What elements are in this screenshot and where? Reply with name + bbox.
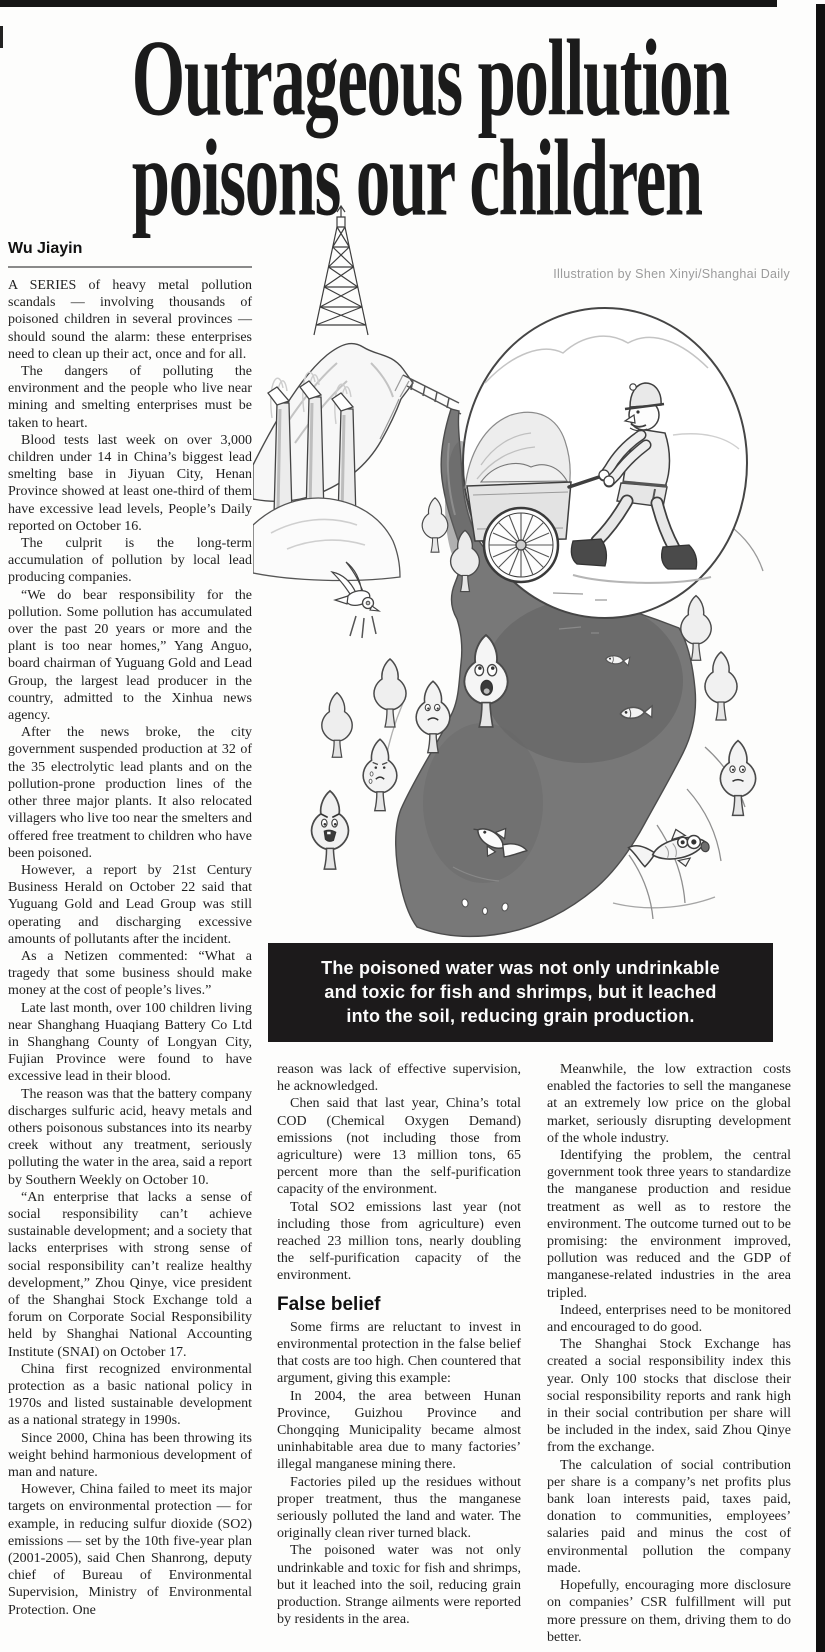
- annoyed-tree: [720, 741, 755, 816]
- article-paragraph: In 2004, the area between Hunan Province, Guizhou Province and Chongqing Municipality became almost uninhabitable area due to many factories’ illegal manganese mining there.: [277, 1388, 521, 1473]
- article-paragraph: Hopefully, encouraging more disclosure on companies’ CSR fulfillment will put more pressure on them, driving them to do better.: [547, 1578, 791, 1645]
- article-paragraph: Chen said that last year, China’s total COD (Chemical Oxygen Demand) emissions (not including those from agriculture) were 13 million tons, 65 percent more than the self-purification capacity of the environment.: [277, 1096, 521, 1198]
- article-paragraph: Blood tests last week on over 3,000 children under 14 in China’s biggest lead smelting base in Jiyuan City, Henan Province showed at least one-third of them have excessive lead levels, People’s Daily reported on October 16.: [8, 432, 252, 534]
- article-column-2: [277, 1061, 521, 1629]
- crying-tree: [363, 739, 397, 810]
- article-paragraph: “An enterprise that lacks a sense of social responsibility can’t achieve sustainable development; and a society that lacks enterprises with strong sense of social responsibility can’t realize healthy development,” Zhou Qinye, vice president of the Shanghai Stock Exchange told a forum on Corporate Social Responsibility held by Shanghai National Accounting Institute (SNAI) on October 17.: [8, 1189, 252, 1360]
- article-paragraph: Some firms are reluctant to invest in environmental protection in the false belief that costs are too high. Chen countered that argument, giving this example:: [277, 1319, 521, 1387]
- article-paragraph: A SERIES of heavy metal pollution scandals — involving thousands of poisoned children in several provinces — should sound the alarm: these enterprises need to clean up their act, once and for all.: [8, 278, 252, 362]
- article-paragraph: “We do bear responsibility for the pollution. Some pollution has accumulated over the past 20 years or more and the plant is too near homes,” Yang Anguo, board chairman of Yuguang Gold and Lead Group, the largest lead producer in the country, admitted to the Xinhua news agency.: [8, 587, 252, 724]
- article-paragraph: Total SO2 emissions last year (not including those from agriculture) even reached 23 million tons, nearly doubling the self-purification capacity of the environment.: [277, 1199, 521, 1284]
- article-paragraph: The culprit is the long-term accumulation of pollution by local lead producing companies.: [8, 536, 252, 586]
- pollution-cartoon-illustration: [253, 203, 819, 945]
- hill: [253, 498, 400, 580]
- article-paragraph: China first recognized environmental protection as a basic national policy in 1970s and listed sustainable development as a national strategy in 1990s.: [8, 1361, 252, 1429]
- transmission-tower-icon: [314, 206, 368, 335]
- section-subhead: False belief: [277, 1293, 381, 1315]
- byline-divider: [8, 266, 252, 268]
- article-paragraph: After the news broke, the city government suspended production at 32 of the 35 electrolytic lead plants and on the pollution-prone production lines of the other three major plants. It also relocated villagers who live too near the smelters and offered free treatment to children who have been poisoned.: [8, 725, 252, 861]
- caption-line: and toxic for fish and shrimps, but it leached: [324, 982, 717, 1002]
- article-paragraph: However, a report by 21st Century Business Herald on October 22 said that Yuguang Gold and Lead Group was still operating and discharging excessive amounts of pollutants after the incident.: [8, 862, 252, 947]
- magnifier-inset: [463, 308, 747, 618]
- article-paragraph: The reason was that the battery company discharges sulfuric acid, heavy metals and others poisonous substances into its nearby creek without any treatment, seriously polluting the water in the area, said a report by Southern Weekly on October 10.: [8, 1086, 252, 1188]
- article-paragraph: The calculation of social contribution per share is a company’s net profits plus bank loan interests paid, taxes paid, donation to communities, employees’ salaries paid and minus the cost of environmental pollution the company made.: [547, 1457, 791, 1576]
- article-paragraph: The poisoned water was not only undrinkable and toxic for fish and shrimps, but it leached into the soil, reducing grain production. Strange ailments were reported by residents in the area.: [277, 1543, 521, 1628]
- article-paragraph: Since 2000, China has been throwing its weight behind harmonious development of man and nature.: [8, 1430, 252, 1481]
- article-paragraph: The Shanghai Stock Exchange has created a social responsibility index this year. Only 100 stocks that disclose their social responsibility reports and rank high in their social contribution per share will be included in the index, said Zhou Qinye from the exchange.: [547, 1337, 791, 1456]
- article-paragraph: Identifying the problem, the central government took three years to standardize the manganese production and residue treatment as well as to restore the environment. The outcome turned out to be promising: the environment improved, pollution was reduced and the GDP of manganese-related industries in the area tripled.: [547, 1148, 791, 1301]
- article-paragraph: Indeed, enterprises need to be monitored and encouraged to do good.: [547, 1302, 791, 1336]
- caption-line: The poisoned water was not only undrinkable: [321, 958, 720, 978]
- article-paragraph: The dangers of polluting the environment and the people who live near mining and smelting enterprises must be taken to heart.: [8, 364, 252, 431]
- article-paragraph: As a Netizen commented: “What a tragedy that some business should make money at the cost of people’s lives.”: [8, 948, 252, 999]
- article-column-1: [8, 277, 252, 1619]
- article-paragraph: reason was lack of effective supervision, he acknowledged.: [277, 1062, 521, 1095]
- angry-tree: [312, 791, 349, 869]
- article-paragraph: Meanwhile, the low extraction costs enabled the factories to sell the manganese at an extremely low price on the global market, seriously disrupting development of the whole industry.: [547, 1062, 791, 1146]
- page-top-rule: [0, 0, 777, 7]
- byline: Wu Jiayin: [8, 240, 83, 257]
- smokestacks-icon: [268, 372, 356, 519]
- article-paragraph: Late last month, over 100 children living near Shanghang Huaqiang Battery Co Ltd in Shanghang County of Longyan City, Fujian Province were found to have excessive lead in their blood.: [8, 1000, 252, 1085]
- headline-line-1: Outrageous pollution: [131, 17, 729, 139]
- article-column-3: [547, 1061, 791, 1646]
- right-slope: [729, 525, 763, 571]
- page-edge-mark: [0, 26, 3, 48]
- caption-line: into the soil, reducing grain production.: [346, 1006, 695, 1026]
- headline-line-2: poisons our children: [131, 117, 702, 239]
- article-paragraph: However, China failed to meet its major targets on environmental protection — for example, in reducing sulfur dioxide (SO2) emissions — set by the 10th five-year plan (2001-2005), said Chen Shanrong, deputy chief of Bureau of Environmental Supervision, Ministry of Environmental Protection. One: [8, 1482, 252, 1618]
- article-paragraph: Factories piled up the residues without proper treatment, thus the manganese seriously polluted the land and water. The originally clean river turned black.: [277, 1474, 521, 1542]
- photo-caption: [268, 943, 773, 1042]
- illustration-credit: Illustration by Shen Xinyi/Shanghai Daily: [553, 267, 790, 281]
